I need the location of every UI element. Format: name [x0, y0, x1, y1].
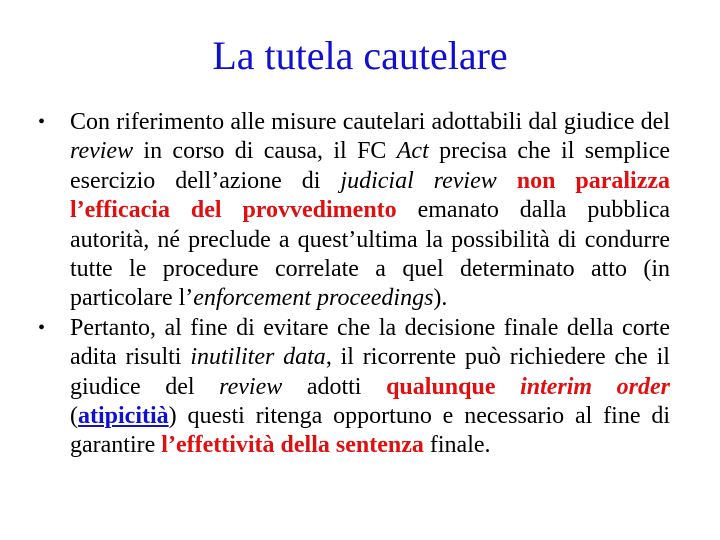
bullet2-text-3: adotti: [282, 373, 387, 400]
bullet1-emphasis-non-paralizza: non paralizza l’efficacia del provvedimento: [70, 167, 671, 224]
bullet-item-1: [36, 108, 670, 314]
bullet1-italic-enforcement: enforcement proceedings: [193, 285, 434, 312]
bullet-list: [36, 108, 670, 461]
bullet-dot-icon: •: [38, 316, 46, 339]
bullet1-italic-judicial-review: judicial review: [340, 167, 497, 194]
bullet2-text-6: finale.: [423, 432, 491, 459]
bullet1-italic-act: Act: [396, 138, 429, 165]
bullet2-text-4: (: [70, 403, 78, 430]
bullet1-text-5: ).: [433, 285, 448, 312]
bullet1-italic-review: review: [70, 138, 134, 165]
bullet-item-2: [36, 314, 670, 461]
bullet2-italic-inutiliter: inutiliter data: [190, 344, 326, 371]
bullet1-text-4: emanato dalla pubblica autorità, né preclude a quest’ultima la possibilità di condurre tutte le procedure correlate a quel determinato atto (in particolare l’: [70, 197, 671, 312]
bullet1-text-3: precisa che il semplice esercizio dell’azione di: [70, 138, 670, 194]
bullet2-text-5: ) questi ritenga opportuno e necessario al fine di garantire: [70, 403, 670, 459]
bullet2-emphasis-effettivita: l’effettività della sentenza: [161, 432, 424, 459]
bullet1-space: [497, 168, 517, 194]
bullet2-emphasis-qualunque: qualunque: [386, 373, 521, 400]
bullet2-italic-review: review: [219, 373, 283, 400]
bullet-dot-icon: •: [38, 111, 46, 133]
bullet2-text-1: Pertanto, al fine di evitare che la decisione finale della corte adita risulti: [70, 314, 670, 371]
bullet2-emphasis-atipicita: atipicitià: [78, 403, 169, 430]
bullet2-emphasis-interim-order: interim order: [520, 373, 671, 400]
bullet2-text-2: , il ricorrente può richiedere che il giudice del: [70, 344, 670, 400]
slide-title: La tutela cautelare: [212, 33, 508, 78]
bullet1-text-2: in corso di causa, il FC: [133, 138, 397, 165]
bullet1-text-1: Con riferimento alle misure cautelari adottabili dal giudice del: [70, 109, 670, 135]
